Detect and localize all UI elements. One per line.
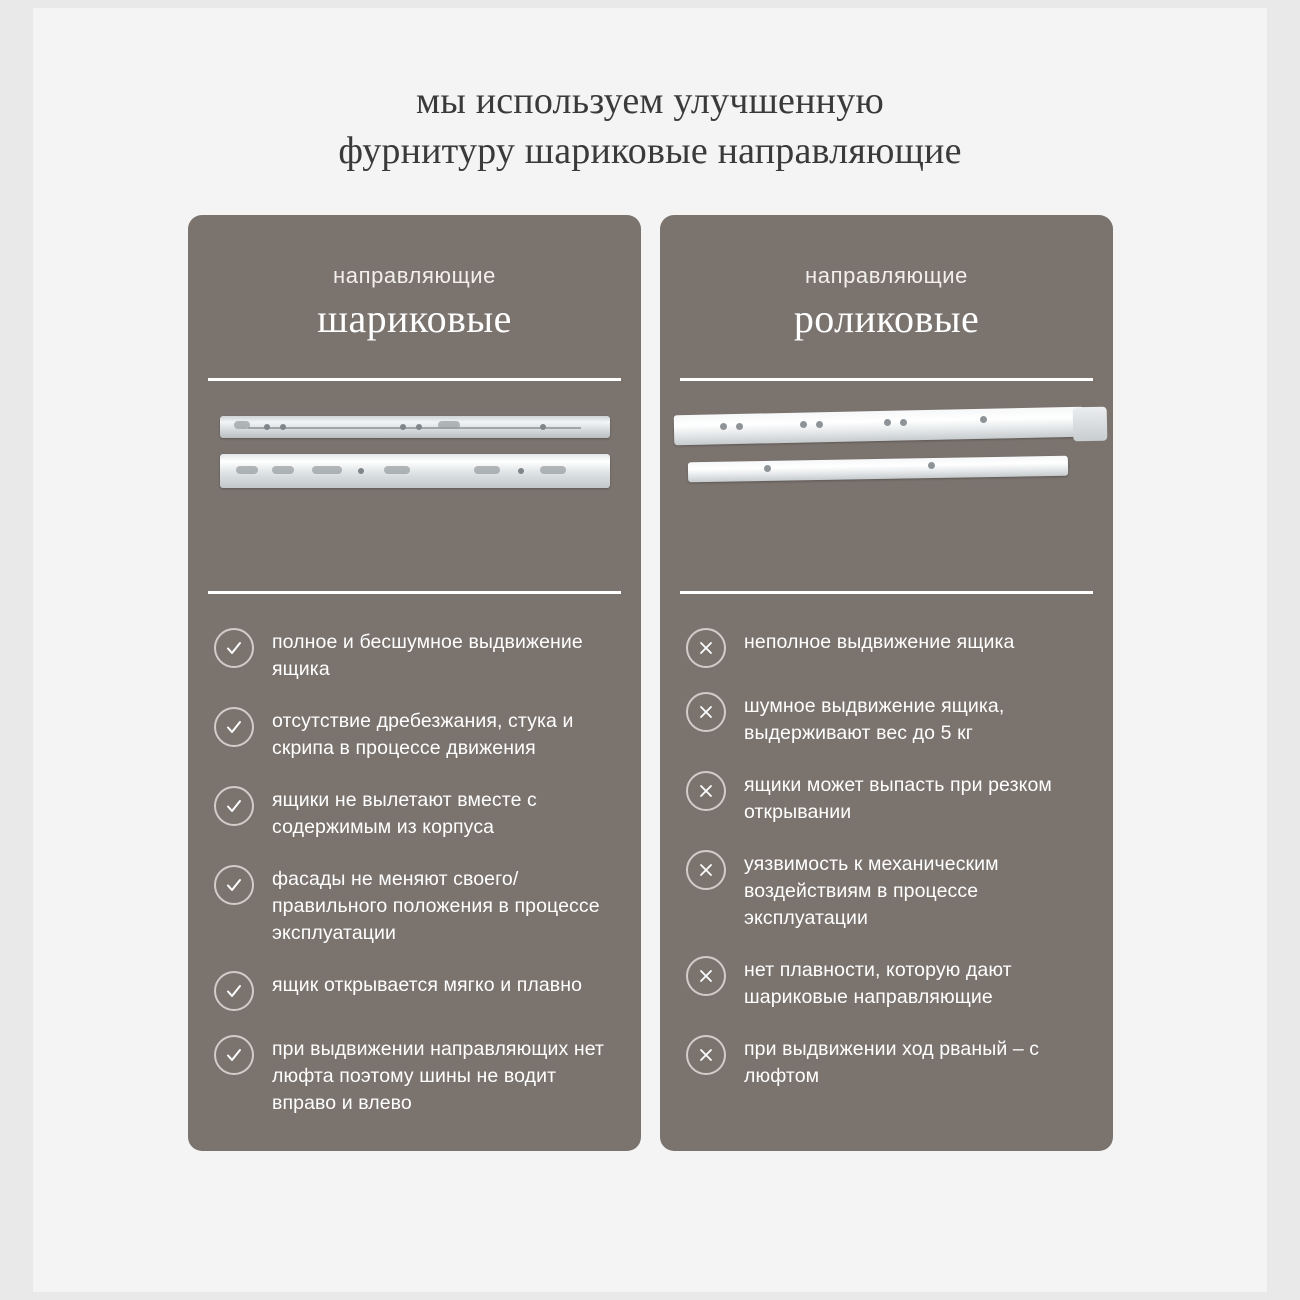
- list-item-label: при выдвижении ход рваный – с люфтом: [744, 1038, 1040, 1087]
- feature-list: [188, 594, 641, 1151]
- list-item-label: уязвимость к механическим воздействиям в процессе эксплуатации: [744, 853, 999, 929]
- cross-icon: [686, 692, 726, 732]
- feature-list: [660, 594, 1113, 1151]
- cross-icon: [686, 1035, 726, 1075]
- list-item: [686, 1033, 1087, 1090]
- list-item-label: ящики не вылетают вместе с содержимым из корпуса: [272, 789, 537, 838]
- column-roller: [660, 215, 1113, 1151]
- cross-icon: [686, 771, 726, 811]
- column-title: роликовые: [793, 296, 980, 341]
- column-subtitle: направляющие: [804, 263, 969, 288]
- list-item: [686, 848, 1087, 932]
- check-icon: [214, 1035, 254, 1075]
- list-item-label: отсутствие дребезжания, стука и скрипа в процессе движения: [272, 710, 574, 759]
- roller-slide-photo: [660, 381, 1113, 591]
- column-ball-bearing: [188, 215, 641, 1151]
- cross-icon: [686, 850, 726, 890]
- list-item: [214, 784, 615, 841]
- list-item-label: ящики может выпасть при резком открывании: [744, 774, 1052, 823]
- comparison-columns: [188, 215, 1113, 1151]
- list-item-label: при выдвижении направляющих нет люфта поэтому шины не водит вправо и влево: [272, 1038, 605, 1114]
- column-header: [188, 215, 641, 378]
- page-title-line-2: фурнитуру шариковые направляющие: [338, 130, 962, 172]
- list-item: [214, 705, 615, 762]
- list-item: [686, 769, 1087, 826]
- list-item-label: неполное выдвижение ящика: [744, 631, 1015, 653]
- cross-icon: [686, 956, 726, 996]
- list-item-label: полное и бесшумное выдвижение ящика: [272, 631, 583, 680]
- list-item: [686, 954, 1087, 1011]
- check-icon: [214, 971, 254, 1011]
- page-title-line-1: мы используем улучшенную: [416, 80, 884, 122]
- poster-page: [33, 8, 1267, 1292]
- list-item-label: ящик открывается мягко и плавно: [272, 974, 583, 996]
- column-title: шариковые: [317, 296, 512, 341]
- page-title: [33, 76, 1267, 176]
- cross-icon: [686, 628, 726, 668]
- list-item: [214, 969, 615, 1011]
- column-subtitle: направляющие: [332, 263, 497, 288]
- check-icon: [214, 628, 254, 668]
- list-item-label: шумное выдвижение ящика, выдерживают вес до 5 кг: [744, 695, 1005, 744]
- ball-bearing-slide-photo: [188, 381, 641, 591]
- list-item: [686, 690, 1087, 747]
- list-item: [214, 1033, 615, 1117]
- column-header: [660, 215, 1113, 378]
- check-icon: [214, 707, 254, 747]
- list-item-label: фасады не меняют своего/ правильного положения в процессе эксплуатации: [272, 868, 600, 944]
- check-icon: [214, 786, 254, 826]
- list-item: [214, 626, 615, 683]
- list-item: [214, 863, 615, 947]
- list-item: [686, 626, 1087, 668]
- check-icon: [214, 865, 254, 905]
- list-item-label: нет плавности, которую дают шариковые направляющие: [744, 959, 1012, 1008]
